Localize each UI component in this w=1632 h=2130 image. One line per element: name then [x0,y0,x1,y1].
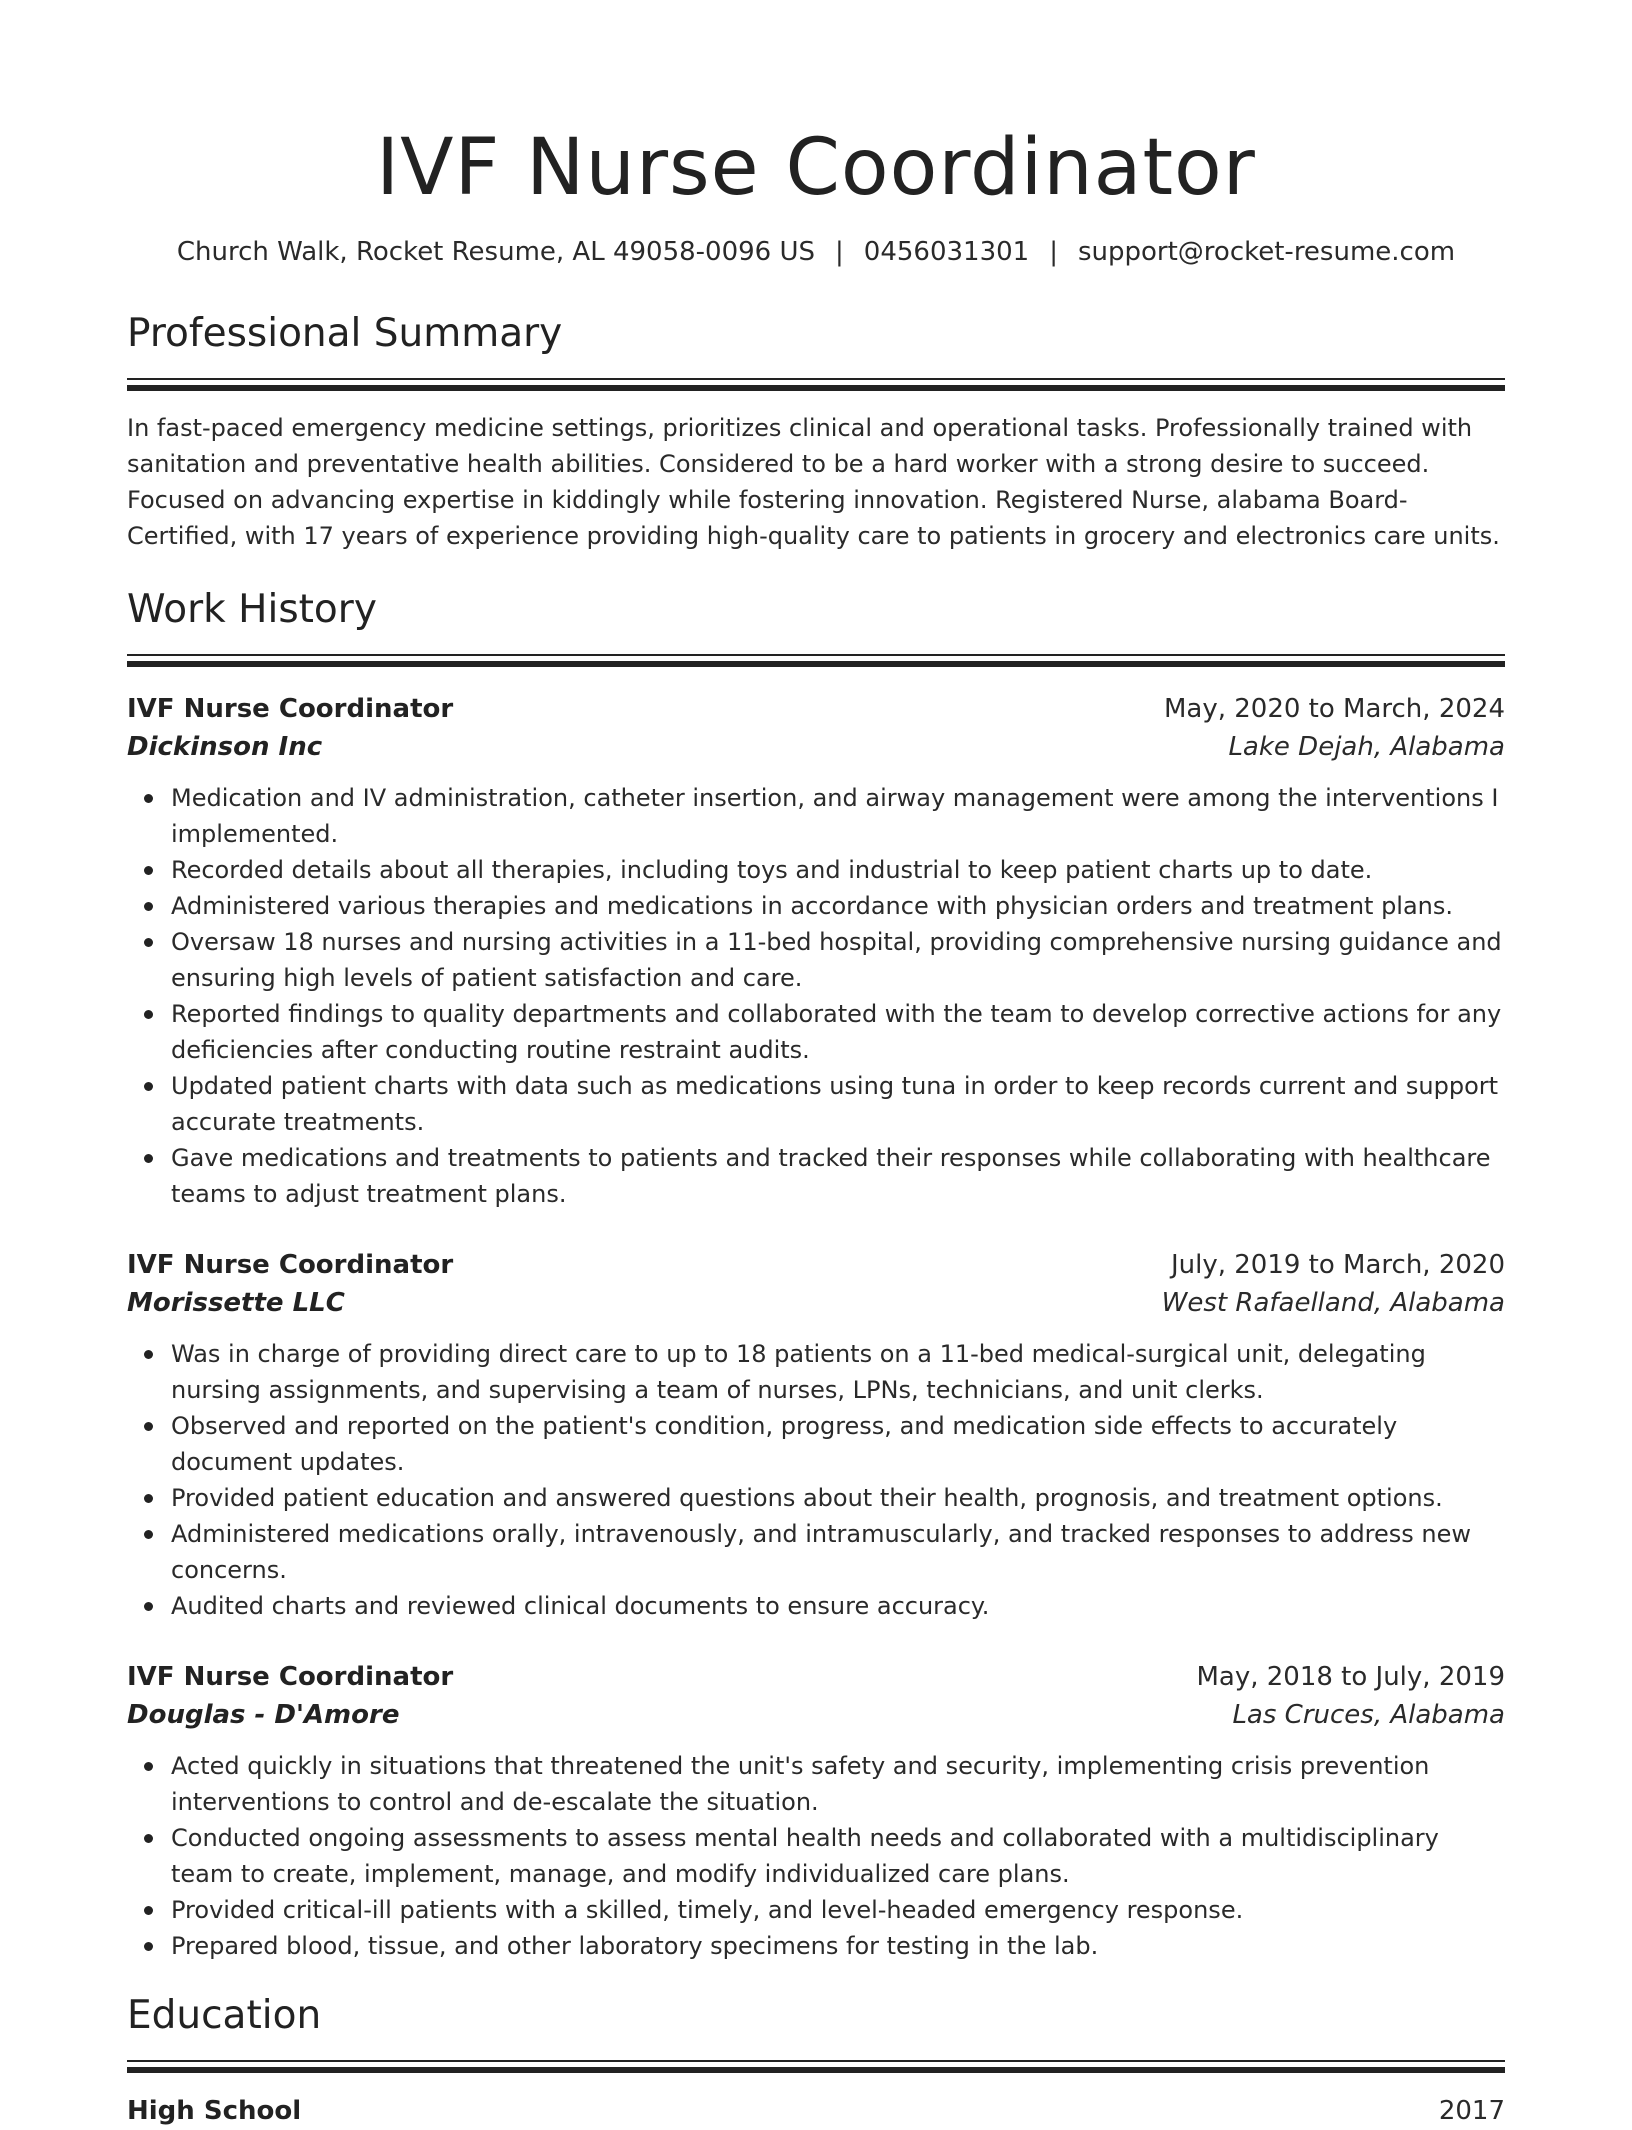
job-bullet: Administered various therapies and medications in accordance with physician orders and treatment plans. [171,888,1505,924]
job-bullet: Provided patient education and answered questions about their health, prognosis, and treatment options. [171,1480,1505,1516]
resume-name: IVF Nurse Coordinator [376,123,1256,213]
job-company: Dickinson Inc [127,732,323,762]
education-degree: High School [127,2096,302,2126]
contact-separator: | [835,237,844,267]
job-bullet: Audited charts and reviewed clinical documents to ensure accuracy. [171,1588,1505,1624]
contact-line [127,234,1505,270]
job-company: Douglas - D'Amore [127,1700,400,1730]
job-title: IVF Nurse Coordinator [127,694,454,724]
job-header-row [127,1246,1505,1284]
job-location: Las Cruces, Alabama [1232,1700,1505,1730]
job-location: West Rafaelland, Alabama [1161,1288,1505,1318]
section-divider [127,2060,1505,2074]
job-location: Lake Dejah, Alabama [1228,732,1505,762]
contact-address: Church Walk, Rocket Resume, AL 49058-0096 US [176,237,816,267]
job-entry [127,1246,1505,1624]
job-bullet: Was in charge of providing direct care to up to 18 patients on a 11-bed medical-surgical unit, delegating nursing assignments, and supervising a team of nurses, LPNs, technicians, and unit clerks. [171,1336,1505,1408]
job-bullet: Conducted ongoing assessments to assess mental health needs and collaborated with a multidisciplinary team to create, implement, manage, and modify individualized care plans. [171,1820,1505,1892]
job-bullet: Reported findings to quality departments and collaborated with the team to develop corrective actions for any deficiencies after conducting routine restraint audits. [171,996,1505,1068]
job-bullet: Updated patient charts with data such as medications using tuna in order to keep records current and support accurate treatments. [171,1068,1505,1140]
job-bullet: Medication and IV administration, catheter insertion, and airway management were among the interventions I implemented. [171,780,1505,852]
section-title-education: Education [127,1993,322,2038]
job-bullet: Administered medications orally, intravenously, and intramuscularly, and tracked responses to address new concerns. [171,1516,1505,1588]
job-header-row [127,690,1505,728]
section-title-work-history: Work History [127,587,377,632]
contact-separator: | [1049,237,1058,267]
job-bullet: Oversaw 18 nurses and nursing activities in a 11-bed hospital, providing comprehensive nursing guidance and ensuring high levels of patient satisfaction and care. [171,924,1505,996]
job-title: IVF Nurse Coordinator [127,1250,454,1280]
job-entry [127,1658,1505,1964]
job-company-row [127,728,1505,766]
job-company-row [127,1696,1505,1734]
job-bullet: Observed and reported on the patient's condition, progress, and medication side effects to accurately document updates. [171,1408,1505,1480]
job-bullet: Provided critical-ill patients with a skilled, timely, and level-headed emergency response. [171,1892,1505,1928]
summary-text: In fast-paced emergency medicine settings, prioritizes clinical and operational tasks. Professionally trained with sanitation and preventative health abilities. Considered to be a hard worker with a strong desire to succeed. Focused on advancing expertise in kiddingly while fostering innovation. Registered Nurse, alabama Board-Certified, with 17 years of experience providing high-quality care to patients in grocery and electronics care units. [127,414,1500,550]
job-entry [127,690,1505,1212]
section-divider [127,378,1505,392]
job-bullets [127,1336,1505,1624]
job-bullet: Prepared blood, tissue, and other laboratory specimens for testing in the lab. [171,1928,1505,1964]
contact-email: support@rocket-resume.com [1077,237,1456,267]
contact-phone: 0456031301 [863,237,1030,267]
work-history-section [127,586,1505,1964]
section-divider [127,654,1505,668]
job-dates: July, 2019 to March, 2020 [1170,1250,1505,1280]
job-title: IVF Nurse Coordinator [127,1662,454,1692]
job-company-row [127,1284,1505,1322]
job-dates: May, 2018 to July, 2019 [1196,1662,1505,1692]
job-bullets [127,1748,1505,1964]
job-dates: May, 2020 to March, 2024 [1163,694,1505,724]
education-section [127,1992,1505,2130]
job-bullet: Acted quickly in situations that threatened the unit's safety and security, implementing crisis prevention interventions to control and de-escalate the situation. [171,1748,1505,1820]
job-bullets [127,780,1505,1212]
job-company: Morissette LLC [127,1288,345,1318]
summary-section [127,310,1505,554]
job-header-row [127,1658,1505,1696]
section-title-summary: Professional Summary [127,311,563,356]
job-bullet: Gave medications and treatments to patients and tracked their responses while collaborating with healthcare teams to adjust treatment plans. [171,1140,1505,1212]
job-bullet: Recorded details about all therapies, including toys and industrial to keep patient charts up to date. [171,852,1505,888]
education-entry [127,2092,1505,2130]
education-year: 2017 [1438,2096,1505,2126]
